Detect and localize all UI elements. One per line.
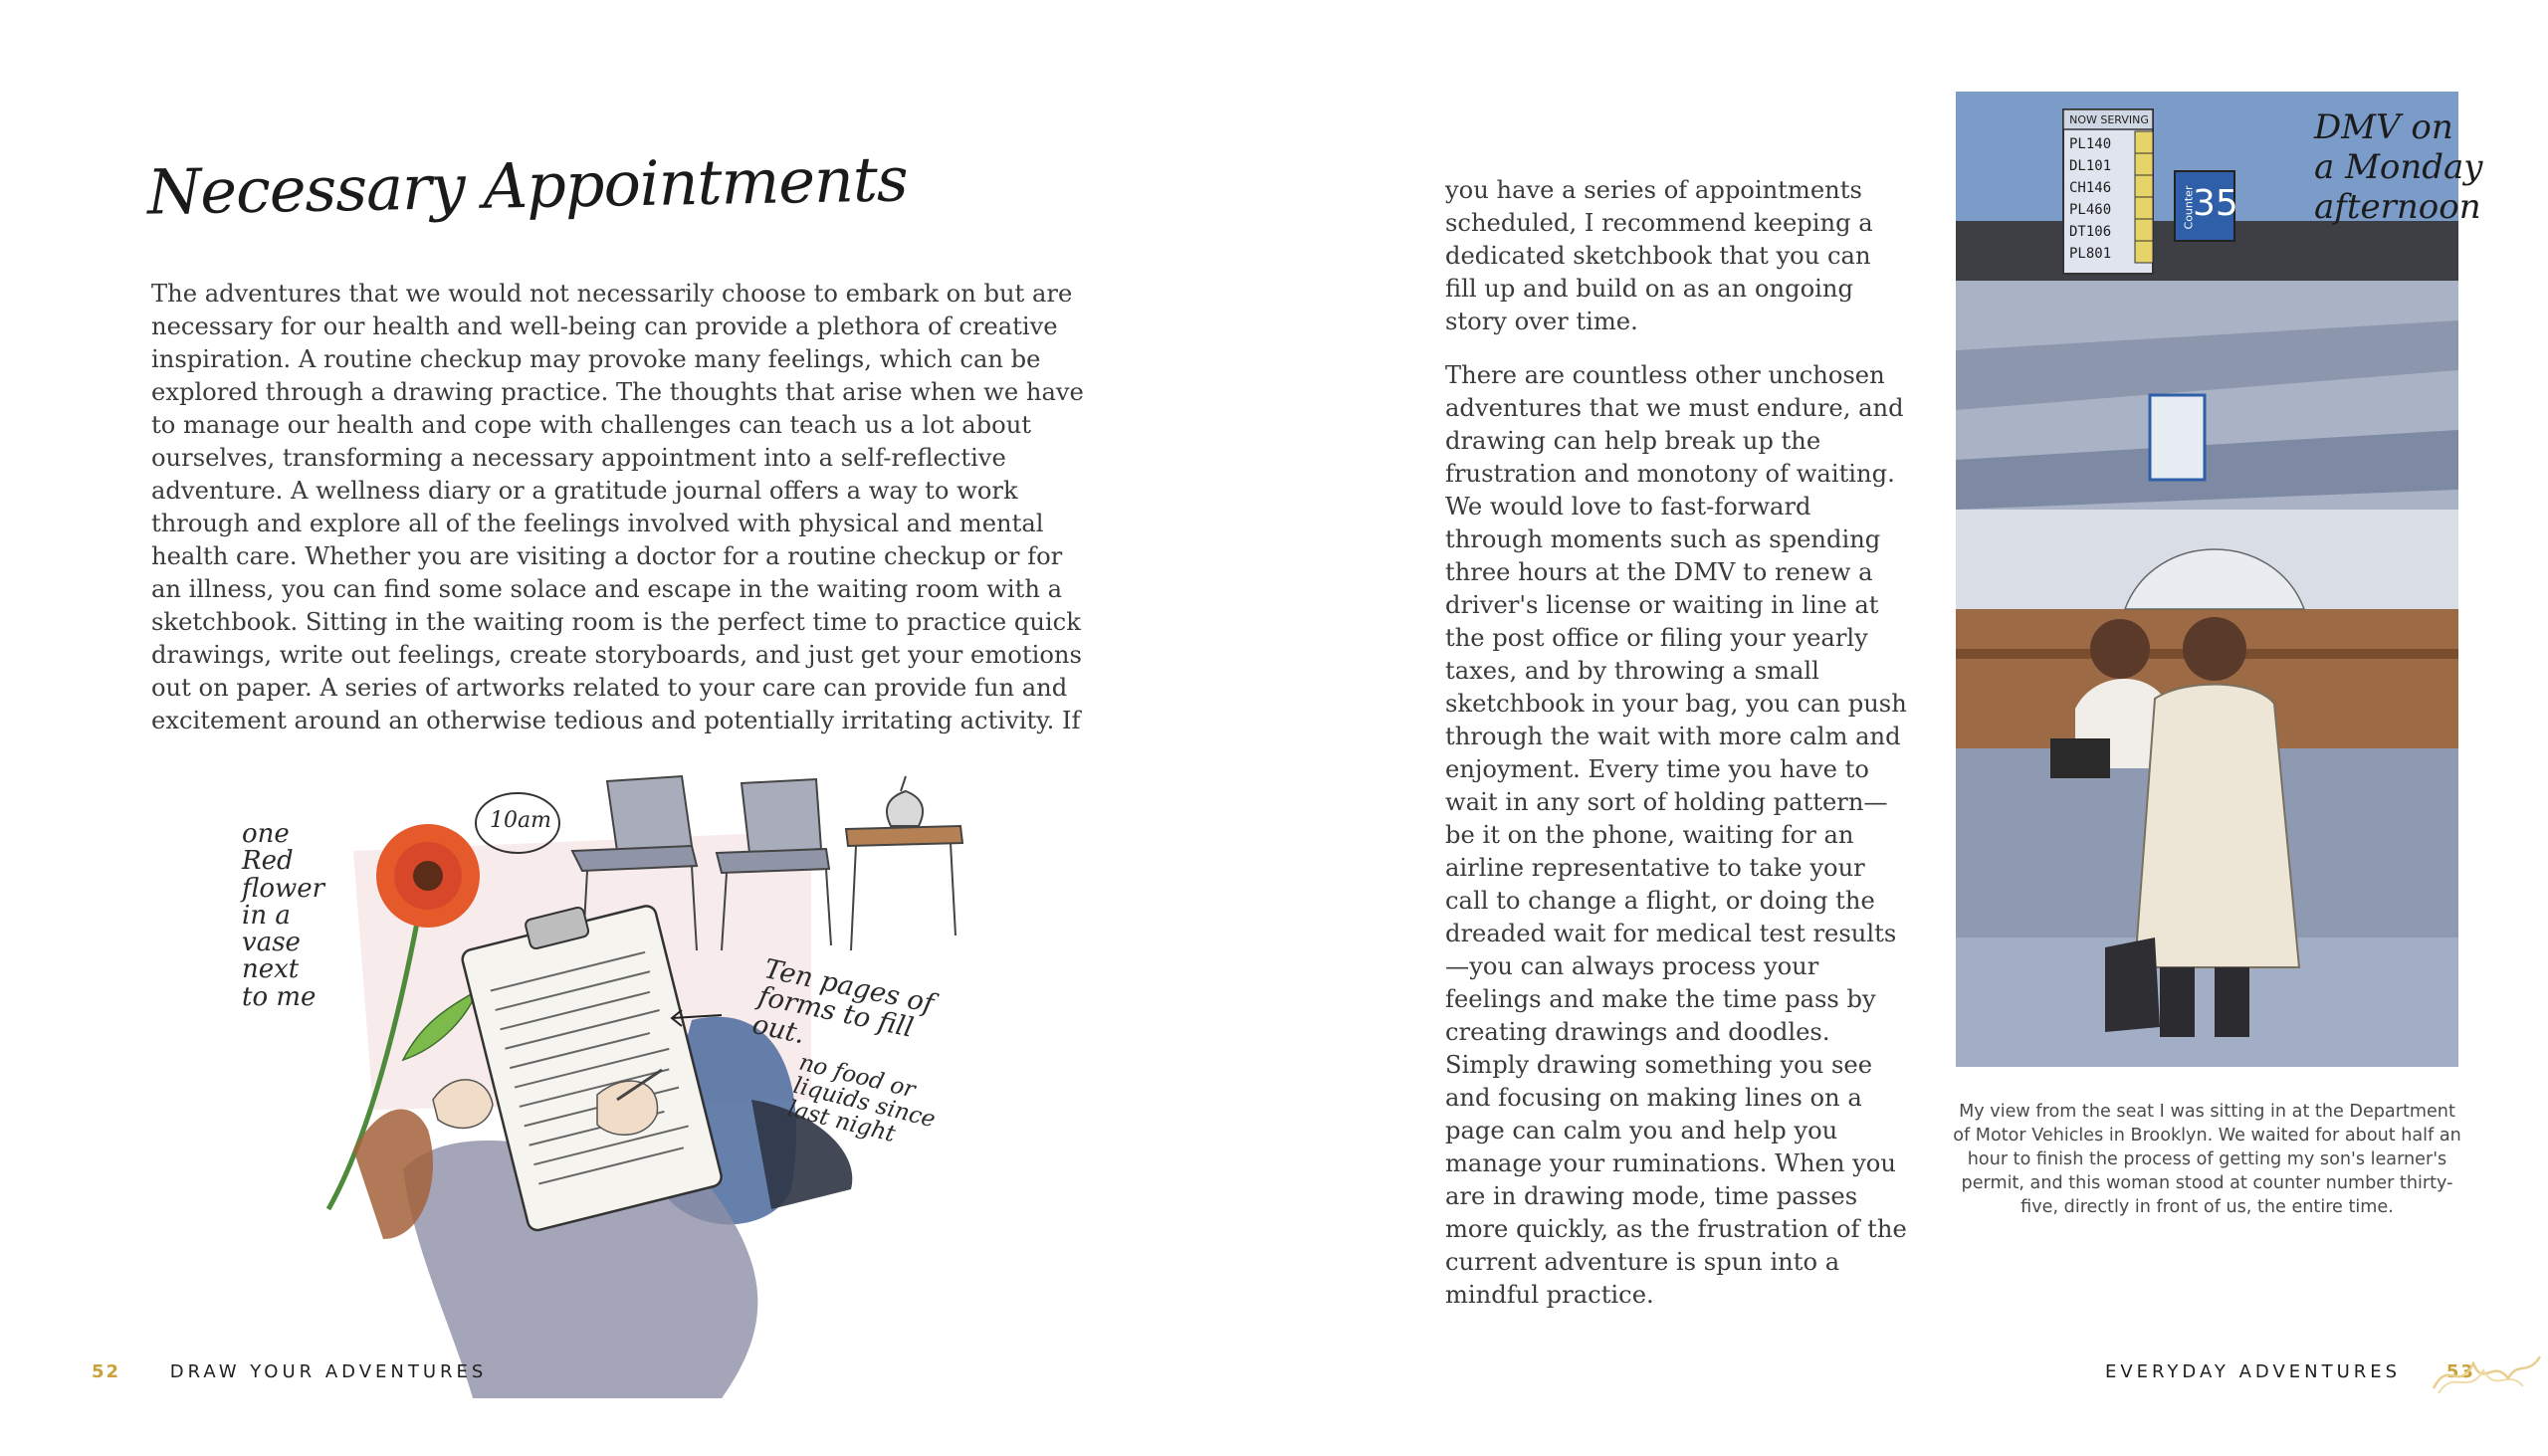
dmv-illustration bbox=[1956, 92, 2458, 1067]
board-header: NOW SERVING bbox=[2069, 113, 2149, 126]
dmv-sketch bbox=[1956, 92, 2458, 1067]
note-time: 10am bbox=[490, 808, 551, 833]
counter-number: 35 bbox=[2193, 183, 2238, 224]
note-flower: one Red flower in a vase next to me bbox=[242, 819, 325, 1012]
right-paragraph-1: you have a series of appointments scheduled, I recommend keeping a dedicated sketchbook that you can fill up and build on as an ongoing story over time. bbox=[1445, 176, 1873, 335]
waiting-room-illustration bbox=[242, 771, 1010, 1398]
dmv-note: DMV on a Monday afternoon bbox=[2314, 107, 2483, 227]
gold-scribble-decoration bbox=[2429, 1349, 2543, 1398]
board-row: CH146 bbox=[2069, 180, 2112, 196]
page-title: Necessary Appointments bbox=[146, 142, 909, 229]
board-row: DT106 bbox=[2069, 224, 2112, 240]
counter-label: Counter bbox=[2182, 185, 2196, 230]
right-paragraph-2: There are countless other unchosen adventures that we must endure, and drawing can help break up the frustration and monotony of waiting. We would love to fast-forward through moments such as spending three hours at the DMV to renew a driver's license or waiting in line at the post office or filing your yearly taxes, and by throwing a small sketchbook in your bag, you can push through the wait with more calm and enjoyment. Every time you have to wait in any sort of holding pattern—be it on the phone, waiting for an airline representative to take your call to change a flight, or doing the dreaded wait for medical test results—you can always process your feelings and make the time pass by creating drawings and doodles. Simply drawing something you see and focusing on making lines on a page can calm you and help you manage your ruminations. When you are in drawing mode, time passes more quickly, as the frustration of the current adventure is spun into a mindful practice. bbox=[1445, 361, 1907, 1309]
note-food: no food or liquids since last night bbox=[784, 1049, 939, 1148]
board-row: PL460 bbox=[2069, 202, 2112, 218]
note-forms: Ten pages of forms to fill out. bbox=[749, 953, 937, 1050]
page-number-left: 52 bbox=[92, 1361, 121, 1382]
board-row: PL801 bbox=[2069, 246, 2112, 262]
right-footer bbox=[2105, 1361, 2475, 1382]
board-row: PL140 bbox=[2069, 136, 2112, 152]
running-title-right: EVERYDAY ADVENTURES bbox=[2105, 1361, 2402, 1382]
left-footer bbox=[92, 1361, 487, 1382]
running-title-left: DRAW YOUR ADVENTURES bbox=[169, 1361, 488, 1382]
illustration-caption: My view from the seat I was sitting in at the Department of Motor Vehicles in Brooklyn. We waited for about half an hour to finish the process of getting my son's learner's permit, and this woman stood at counter number thirty-five, directly in front of us, the entire time. bbox=[1953, 1102, 2461, 1217]
board-row: DL101 bbox=[2069, 158, 2112, 174]
page-number-right: 53 bbox=[2445, 1361, 2475, 1382]
right-column bbox=[1445, 174, 1908, 1333]
board-rows bbox=[2069, 133, 2111, 265]
left-body-text: The adventures that we would not necessarily choose to embark on but are necessary for our health and well-being can provide a plethora of creative inspiration. A routine checkup may provoke many feelings, which can be explored through a drawing practice. The thoughts that arise when we have to manage our health and cope with challenges can teach us a lot about ourselves, transforming a necessary appointment into a self-reflective adventure. A wellness diary or a gratitude journal offers a way to work through and explore all of the feelings involved with physical and mental health care. Whether you are visiting a doctor for a routine checkup or for an illness, you can find some solace and escape in the waiting room with a sketchbook. Sitting in the waiting room is the perfect time to practice quick drawings, write out feelings, create storyboards, and just get your emotions out on paper. A series of artworks related to your care can provide fun and excitement around an otherwise tedious and potentially irritating activity. If bbox=[151, 280, 1084, 734]
